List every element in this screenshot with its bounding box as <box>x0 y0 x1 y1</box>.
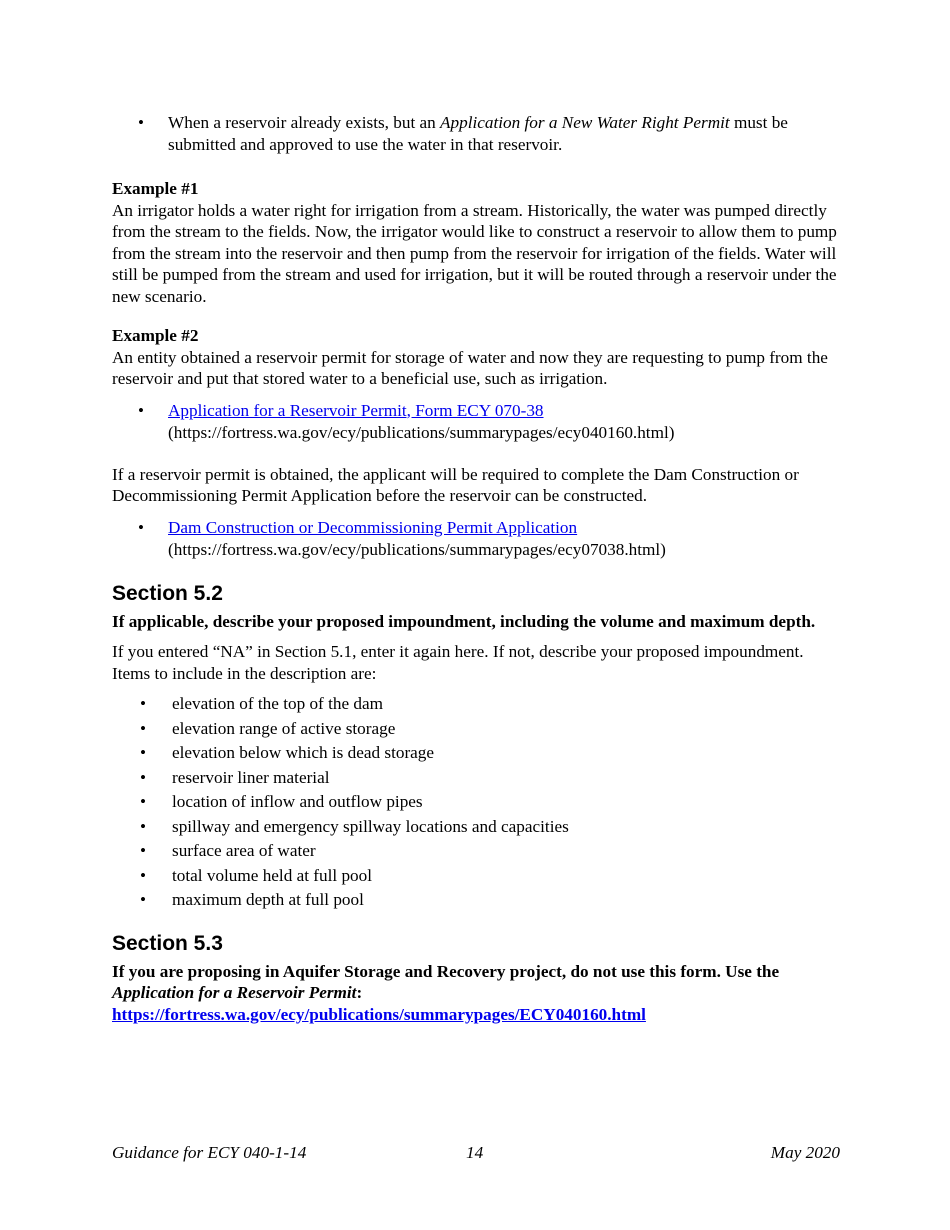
section-5-3-text-italic: Application for a Reservoir Permit <box>112 983 357 1002</box>
list-item-text: surface area of water <box>172 841 316 860</box>
list-item-text: reservoir liner material <box>172 767 330 787</box>
intro-bullet-text: When a reservoir already exists, but an <box>168 113 441 132</box>
list-item <box>112 400 840 444</box>
list-item-text: elevation of the top of the dam <box>172 694 383 713</box>
list-item <box>112 839 840 864</box>
dam-paragraph: If a reservoir permit is obtained, the applicant will be required to complete the Dam Construction or Decommissioning Permit Application before the reservoir can be constructed. <box>112 464 799 505</box>
list-item <box>112 112 840 156</box>
dam-permit-url: (https://fortress.wa.gov/ecy/publications/summarypages/ecy07038.html) <box>168 539 666 559</box>
intro-bullet-italic: Application for a New Water Right Permit <box>440 113 730 132</box>
list-item <box>112 766 840 791</box>
bullet-icon: • <box>138 113 144 132</box>
list-item-text: location of inflow and outflow pipes <box>172 792 423 811</box>
bullet-icon: • <box>140 767 147 787</box>
reservoir-permit-link[interactable]: Application for a Reservoir Permit, Form ECY 070-38 <box>168 400 544 420</box>
bullet-icon: • <box>140 718 147 738</box>
section-5-3-title: Section 5.3 <box>112 931 223 955</box>
section-5-3-text <box>112 961 840 1026</box>
page-number: 14 <box>466 1143 484 1162</box>
list-item <box>112 692 840 717</box>
section-5-2-question: If applicable, describe your proposed impoundment, including the volume and maximum depth. <box>112 611 816 631</box>
footer-date: May 2020 <box>770 1143 840 1162</box>
list-item <box>112 790 840 815</box>
list-item-text: elevation range of active storage <box>172 718 396 738</box>
reservoir-permit-url: (https://fortress.wa.gov/ecy/publications/summarypages/ecy040160.html) <box>168 422 675 442</box>
example2-heading: Example #2 <box>112 326 199 345</box>
list-item-text: spillway and emergency spillway locations and capacities <box>172 816 569 836</box>
bullet-icon: • <box>138 400 144 420</box>
list-item-text: maximum depth at full pool <box>172 890 364 909</box>
intro-bullet-after: must be submitted and approved to use the water in that reservoir. <box>168 113 788 154</box>
footer-doc-title: Guidance for ECY 040-1-14 <box>112 1143 307 1162</box>
bullet-icon: • <box>140 743 147 762</box>
section-5-3-text-before: If you are proposing in Aquifer Storage and Recovery project, do not use this form. Use the <box>112 961 780 981</box>
list-item-text: total volume held at full pool <box>172 865 373 885</box>
section-5-2-intro: If you entered “NA” in Section 5.1, enter it again here. If not, describe your proposed impoundment. Items to include in the description are: <box>112 642 804 683</box>
list-item <box>112 517 840 561</box>
list-item <box>112 741 840 766</box>
section-5-3-text-after: : <box>356 983 363 1002</box>
document-page <box>112 112 840 1025</box>
dam-permit-link[interactable]: Dam Construction or Decommissioning Permit Application <box>168 517 578 537</box>
example1-heading: Example #1 <box>112 179 199 198</box>
example2-text: An entity obtained a reservoir permit for storage of water and now they are requesting to pump from the reservoir and put that stored water to a beneficial use, such as irrigation. <box>112 347 828 388</box>
list-item <box>112 888 840 913</box>
bullet-icon: • <box>140 694 147 713</box>
list-item-text: elevation below which is dead storage <box>172 743 435 762</box>
section-5-2-title: Section 5.2 <box>112 581 223 605</box>
list-item <box>112 717 840 742</box>
bullet-icon: • <box>140 841 147 860</box>
example1-text: An irrigator holds a water right for irrigation from a stream. Historically, the water was pumped directly from the stream to the fields. Now, the irrigator would like to construct a reservoir to allow them to pump from the stream into the reservoir and then pump from the reservoir for irrigation of the fields. Water will still be pumped from the stream and used for irrigation, but it will be routed through a reservoir under the new scenario. <box>112 200 837 306</box>
bullet-icon: • <box>140 865 147 885</box>
impoundment-items-list <box>112 692 840 913</box>
bullet-icon: • <box>138 517 144 537</box>
bullet-icon: • <box>140 890 147 909</box>
list-item <box>112 815 840 840</box>
list-item <box>112 864 840 889</box>
asr-application-link[interactable]: https://fortress.wa.gov/ecy/publications/summarypages/ECY040160.html <box>112 1004 646 1024</box>
page-footer <box>112 1143 840 1165</box>
bullet-icon: • <box>140 816 147 836</box>
bullet-icon: • <box>140 792 147 811</box>
